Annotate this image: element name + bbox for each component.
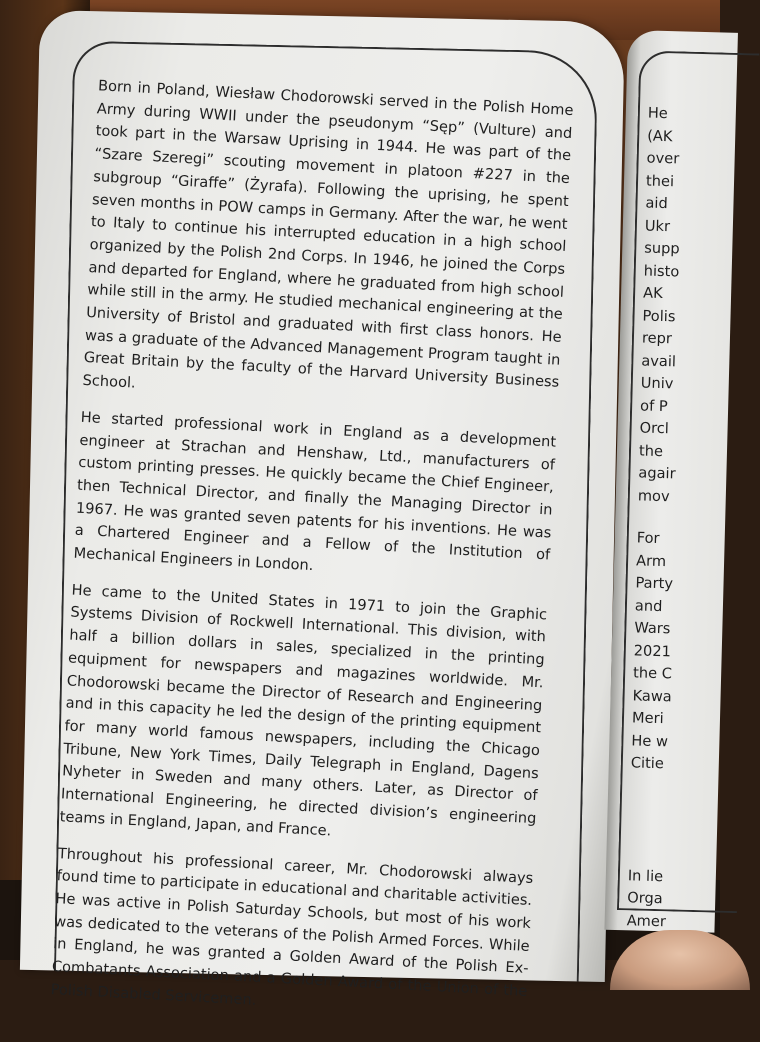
right-line: Wars bbox=[634, 619, 671, 638]
right-booklet-page bbox=[604, 30, 738, 933]
right-line: Kawa bbox=[632, 686, 672, 705]
right-line: Party bbox=[635, 574, 674, 593]
right-line: (AK bbox=[647, 127, 673, 145]
paragraph-charitable-activities: Throughout his professional career, Mr. Chodorowski always found time to participate in educational and charitable activities. He was active in Polish Saturday Schools, but most of his work was dedicated to the veterans of the Polish Armed Forces. While in England, he was granted a Golden Award of the Polish Ex-Combatants Association and a Golden Award of the Union of the Polish Disabled Servicemen. bbox=[50, 844, 534, 1009]
paragraph-england-career: He started professional work in England as a development engineer at Strachan and Henshaw, Ltd., manufacturers of custom printing presses. He quickly became the Chief Engineer, then Technical Director, and finally the Managing Director in 1967. He was granted seven patents for his inventions. He was a Chartered Engineer and a Fellow of the Institution of Mechanical Engineers in London. bbox=[73, 408, 557, 575]
right-line: 2021 bbox=[633, 641, 672, 660]
paragraph-early-life: Born in Poland, Wiesław Chodorowski served in the Polish Home Army during WWII under the pseudonym “Sęp” (Vulture) and took part in the Warsaw Uprising in 1944. He was part of the “Szare Szeregi” scouting movement in platoon #227 in the subgroup “Giraffe” (Żyrafa). Following the uprising, he spent seven months in POW camps in Germany. After the war, he went to Italy to continue his interrupted education in a high school organized by the Polish 2nd Corps. In 1946, he joined the Corps and departed for England, where he graduated from high school while still in the army. He studied mechanical engineering at the University of Bristol and graduated with first class honors. He was a graduate of the Advanced Management Program taught in Great Britain by the faculty of the Harvard University Business School. bbox=[82, 77, 574, 392]
right-line: the bbox=[638, 441, 664, 460]
right-line: Citie bbox=[630, 754, 665, 773]
spacer bbox=[637, 507, 737, 530]
right-line: avail bbox=[641, 351, 677, 370]
right-line: Orcl bbox=[639, 419, 670, 438]
right-line: thei bbox=[645, 172, 675, 190]
right-line: He w bbox=[631, 731, 669, 750]
right-line: mov bbox=[637, 486, 670, 505]
right-line: In lie bbox=[627, 866, 664, 885]
left-booklet-page bbox=[20, 10, 625, 1009]
right-line: supp bbox=[644, 239, 680, 258]
right-line: Ukr bbox=[644, 217, 671, 235]
right-line: and bbox=[634, 596, 663, 615]
biography-text bbox=[49, 75, 574, 1040]
right-line: agair bbox=[638, 464, 676, 483]
right-line: of P bbox=[639, 396, 668, 415]
spacer bbox=[628, 775, 730, 868]
right-line: For bbox=[636, 529, 660, 547]
right-line: He bbox=[647, 104, 669, 123]
paragraph-us-career: He came to the United States in 1971 to join the Graphic Systems Division of Rockwell International. This division, with half a billion dollars in sales, specialized in the printing equipment for newspapers and magazines worldwide. Mr. Chodorowski became the Director of Research and Engineering and in this capacity he led the design of the printing equipment for many world famous newspapers, including the Chicago Tribune, New York Times, Daily Telegraph in England, Dagens Nyheter in Sweden and many others. Later, as Director of International Engineering, he directed division’s engineering teams in England, Japan, and France. bbox=[59, 581, 548, 840]
right-line: Orga bbox=[627, 889, 663, 908]
right-line: Arm bbox=[635, 551, 667, 570]
right-line: Univ bbox=[640, 374, 674, 393]
right-line: histo bbox=[643, 261, 680, 280]
right-line: aid bbox=[645, 194, 668, 213]
right-line: Polis bbox=[642, 306, 676, 325]
right-line: repr bbox=[641, 329, 673, 348]
right-line: Meri bbox=[631, 709, 664, 728]
right-line: over bbox=[646, 149, 680, 168]
right-line: AK bbox=[642, 284, 663, 302]
right-line: the C bbox=[632, 664, 673, 683]
right-line: Amer bbox=[626, 911, 667, 930]
